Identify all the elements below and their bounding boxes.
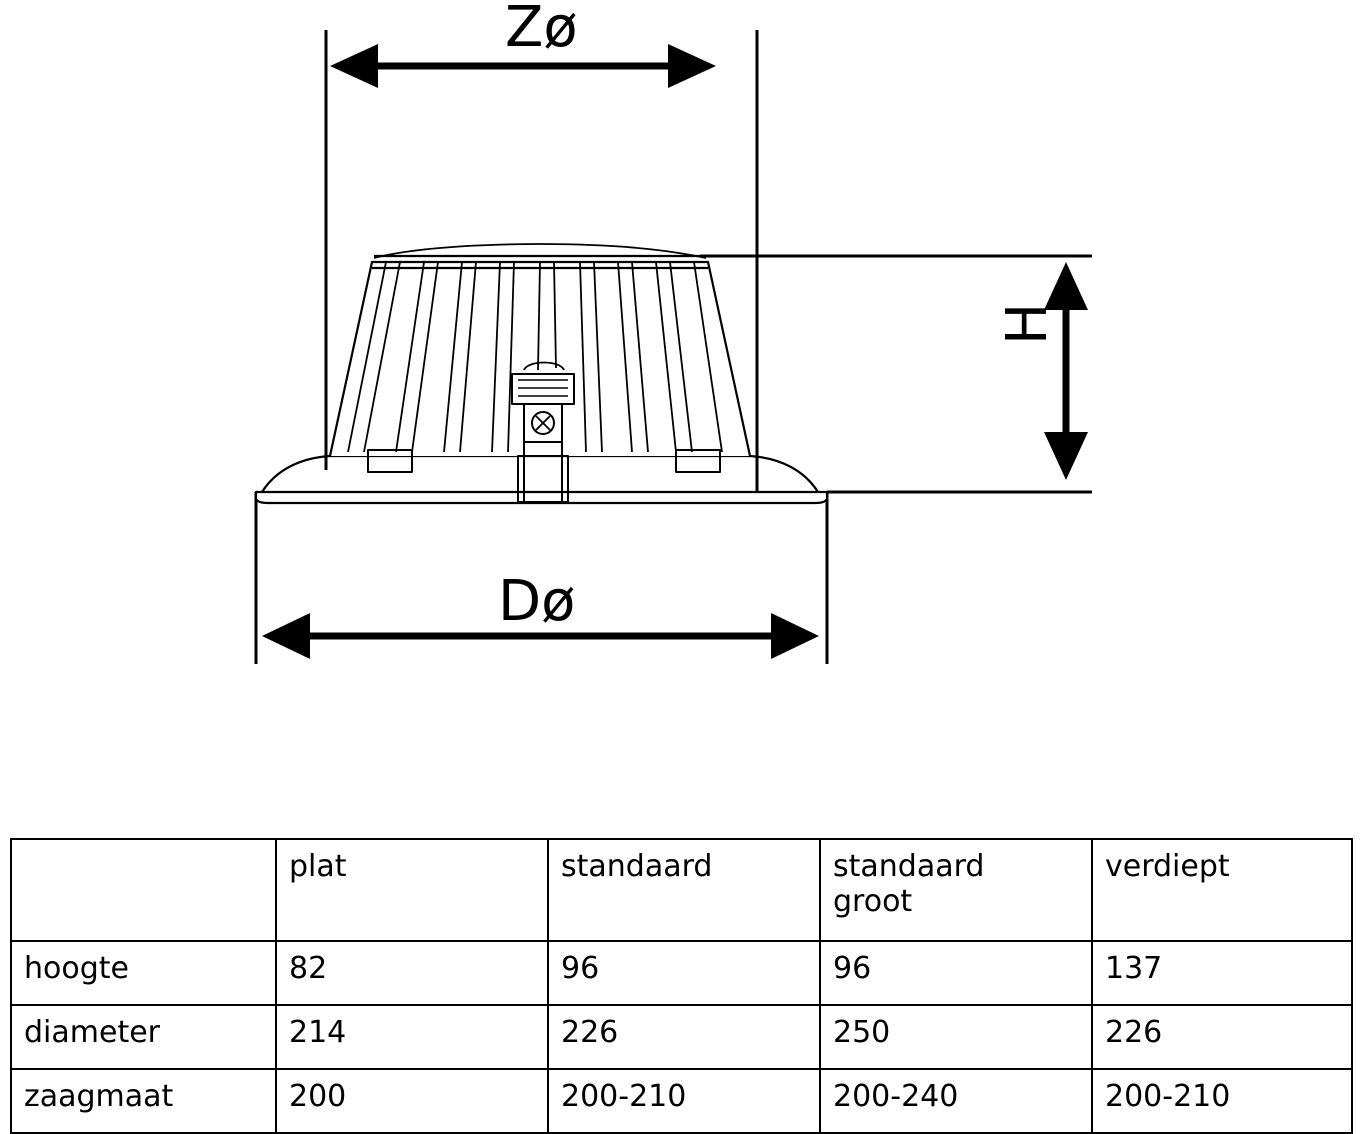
header-cell-verdiept: verdiept — [1092, 839, 1352, 941]
arrow-z-left — [330, 44, 378, 88]
h-height-label: H — [995, 302, 1060, 345]
row-label-diameter: diameter — [11, 1005, 276, 1069]
table-row — [11, 1005, 1352, 1069]
header-cell-standaard-groot — [820, 839, 1092, 941]
header-standaard-groot-line1: standaard — [833, 849, 985, 884]
cell-diameter-plat: 214 — [276, 1005, 548, 1069]
specification-table — [10, 838, 1353, 1134]
luminaire-body — [256, 244, 827, 503]
cell-diameter-standaard: 226 — [548, 1005, 820, 1069]
cell-zaagmaat-standaard: 200-210 — [548, 1069, 820, 1133]
row-label-hoogte: hoogte — [11, 941, 276, 1005]
table-row — [11, 941, 1352, 1005]
row-label-zaagmaat: zaagmaat — [11, 1069, 276, 1133]
table-row — [11, 1069, 1352, 1133]
cell-diameter-standaard-groot: 250 — [820, 1005, 1092, 1069]
cell-hoogte-standaard-groot: 96 — [820, 941, 1092, 1005]
header-standaard-groot-line2: groot — [833, 883, 913, 919]
cell-hoogte-plat: 82 — [276, 941, 548, 1005]
cell-zaagmaat-plat: 200 — [276, 1069, 548, 1133]
cell-diameter-verdiept: 226 — [1092, 1005, 1352, 1069]
arrow-d-right — [771, 613, 819, 659]
header-cell-plat: plat — [276, 839, 548, 941]
cell-hoogte-standaard: 96 — [548, 941, 820, 1005]
table-header-row — [11, 839, 1352, 941]
arrow-d-left — [262, 613, 310, 659]
header-cell-empty — [11, 839, 276, 941]
header-cell-standaard: standaard — [548, 839, 820, 941]
arrow-h-bottom — [1044, 432, 1088, 480]
cell-hoogte-verdiept: 137 — [1092, 941, 1352, 1005]
d-diameter-label: Dø — [498, 569, 576, 634]
arrow-z-right — [668, 44, 716, 88]
z-diameter-label: Zø — [505, 0, 578, 60]
cell-zaagmaat-standaard-groot: 200-240 — [820, 1069, 1092, 1133]
cell-zaagmaat-verdiept: 200-210 — [1092, 1069, 1352, 1133]
